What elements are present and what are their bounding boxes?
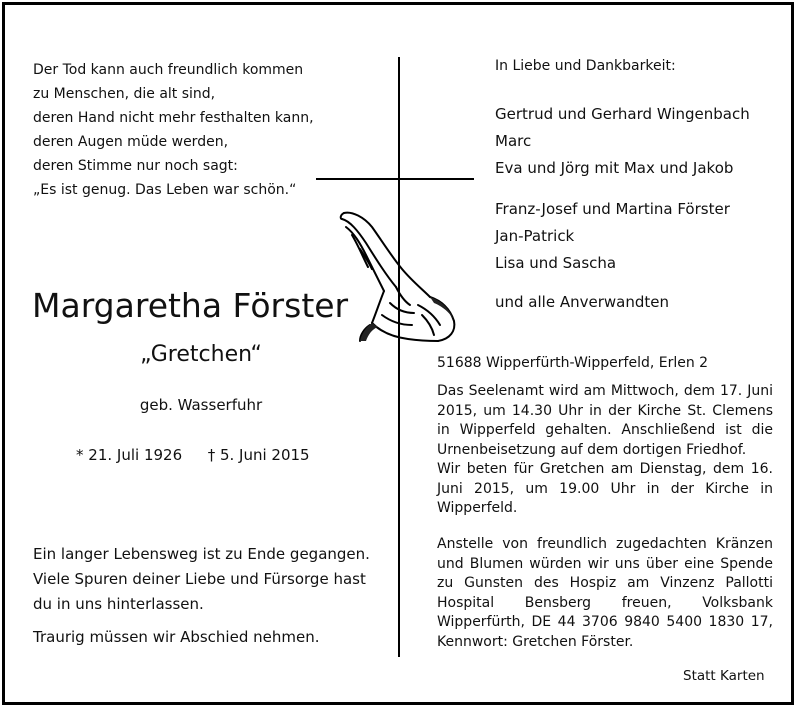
mourner-name: Franz-Josef und Martina Förster <box>495 200 730 218</box>
family-group-1 <box>495 101 750 182</box>
statt-karten: Statt Karten <box>683 668 765 684</box>
family-group-2 <box>495 196 730 277</box>
mourner-name: Marc <box>495 132 532 150</box>
service-notices <box>437 382 773 519</box>
mourner-name: Gertrud und Gerhard Wingenbach <box>495 105 750 123</box>
prayer-notice: Wir beten für Gretchen am Dienstag, dem 16. Juni 2015, um 19.00 Uhr in der Kirche in Wipperfeld. <box>437 461 773 516</box>
life-dates <box>76 446 310 464</box>
mourner-name: Eva und Jörg mit Max und Jakob <box>495 159 734 177</box>
birth-date: 21. Juli 1926 <box>88 446 183 464</box>
thanks-intro: In Liebe und Dankbarkeit: <box>495 58 676 74</box>
poem <box>33 58 314 202</box>
closing-last-line: Traurig müssen wir Abschied nehmen. <box>33 628 320 646</box>
poem-line: deren Augen müde werden, <box>33 134 229 150</box>
closing-line: du in uns hinterlassen. <box>33 595 204 613</box>
closing-line: Ein langer Lebensweg ist zu Ende gegangen. <box>33 545 370 563</box>
death-date: 5. Juni 2015 <box>219 446 310 464</box>
poem-line: Der Tod kann auch freundlich kommen <box>33 62 304 78</box>
address: 51688 Wipperfürth-Wipperfeld, Erlen 2 <box>437 355 709 371</box>
poem-line: zu Menschen, die alt sind, <box>33 86 216 102</box>
closing-line: Viele Spuren deiner Liebe und Fürsorge hast <box>33 570 366 588</box>
poem-line: deren Hand nicht mehr festhalten kann, <box>33 110 314 126</box>
mourner-name: Lisa und Sascha <box>495 254 617 272</box>
requiem-notice: Das Seelenamt wird am Mittwoch, dem 17. Juni 2015, um 14.30 Uhr in der Kirche St. Clemens in Wipperfeld gehalten. Anschließend ist die Urnenbeisetzung auf dem dortigen Friedhof. <box>437 383 773 458</box>
closing-text <box>33 542 370 650</box>
deceased-nickname: „Gretchen“ <box>140 342 262 367</box>
deceased-name: Margaretha Förster <box>32 286 349 325</box>
relatives-line: und alle Anverwandten <box>495 293 669 311</box>
birth-name: geb. Wasserfuhr <box>139 396 263 414</box>
poem-line: „Es ist genug. Das Leben war schön.“ <box>33 182 297 198</box>
cross-beam <box>316 178 474 180</box>
death-symbol: † <box>207 446 216 464</box>
birth-symbol: * <box>76 446 84 464</box>
donation-notice: Anstelle von freundlich zugedachten Kränzen und Blumen würden wir uns über eine Spende zu Gunsten des Hospiz am Vinzenz Pallotti Hospital Bensberg freuen, Volksbank Wipperfürth, DE 44 3706 9840 5400 1830 17, Kennwort: Gretchen Förster. <box>437 536 773 650</box>
praying-hands-icon <box>330 205 460 345</box>
poem-line: deren Stimme nur noch sagt: <box>33 158 238 174</box>
cross-icon <box>398 57 400 657</box>
mourner-name: Jan-Patrick <box>495 227 575 245</box>
